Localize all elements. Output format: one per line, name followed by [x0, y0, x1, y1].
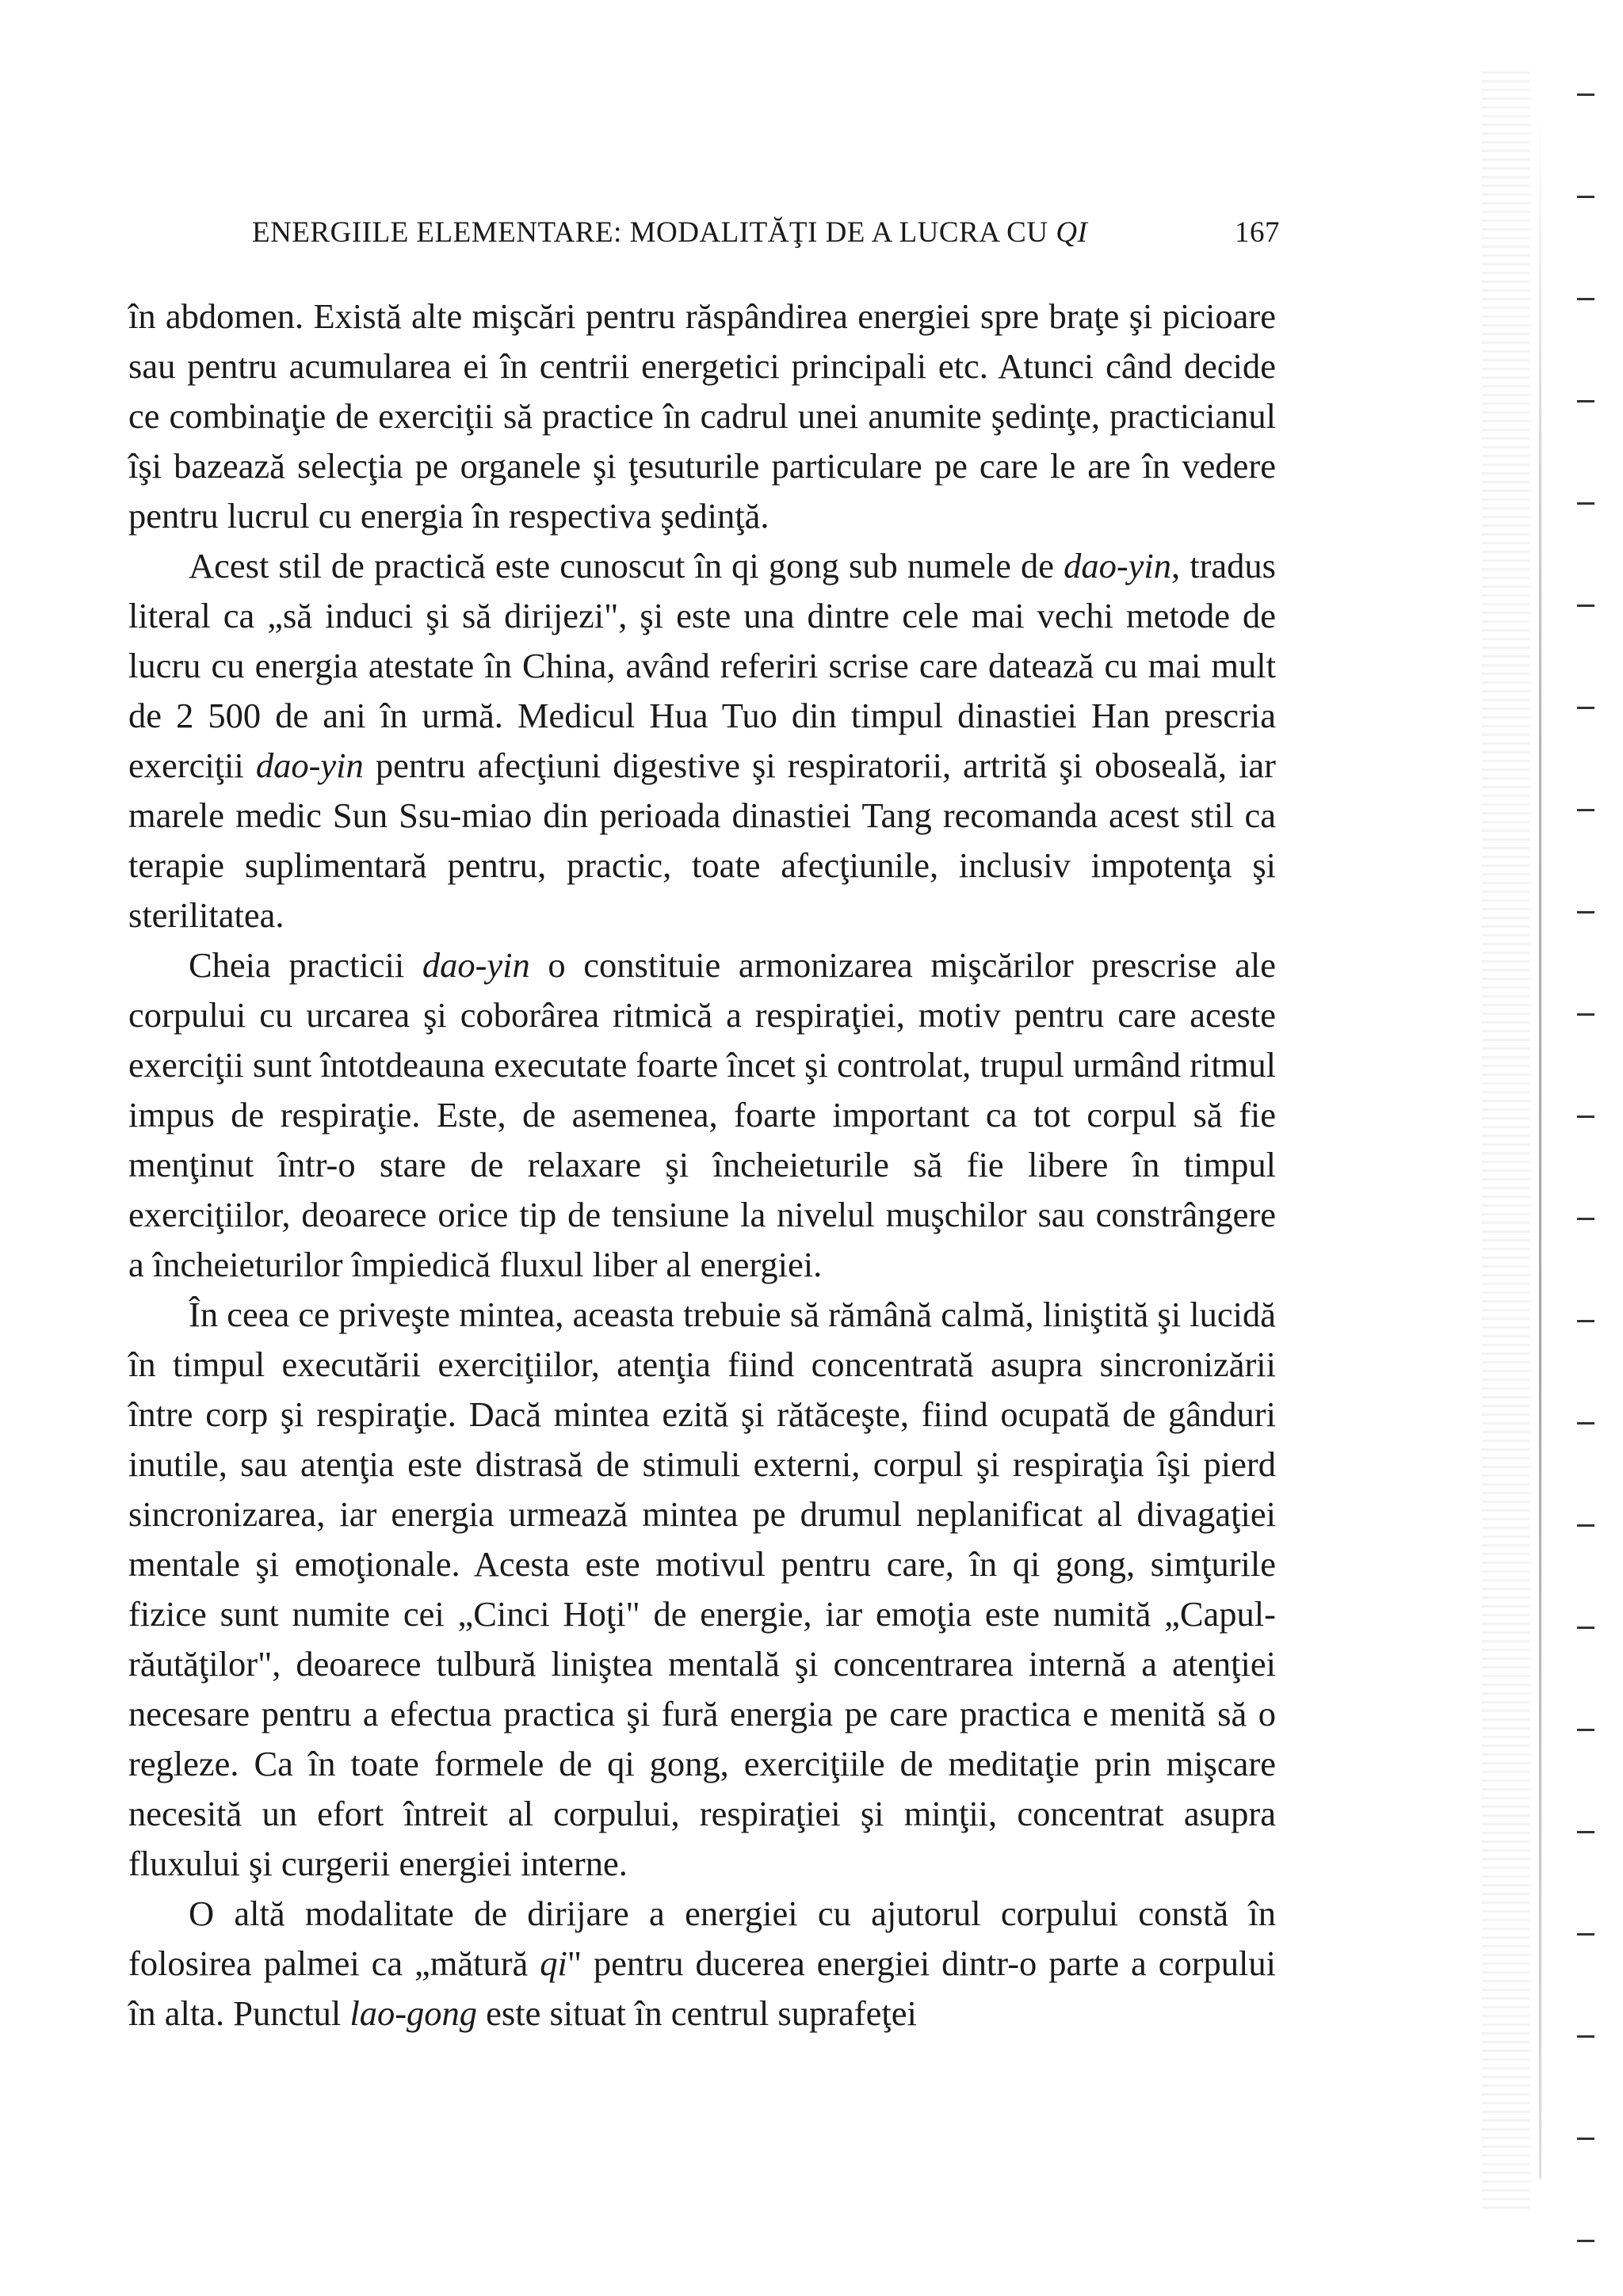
margin-tick	[1577, 2035, 1594, 2038]
margin-ticks	[1577, 0, 1601, 2296]
text-run: în abdomen. Există alte mişcări pentru răspândirea energiei spre braţe şi picioare sau pentru acumularea ei în centrii energetici principali etc. Atunci când decide ce combinaţie de exerciţii să practice în cadrul unei anumite şedinţe, practicianul îşi bazează selecţia pe organele şi ţesuturile particulare pe care le are în vedere pentru lucrul cu energia în respectiva şedinţă.	[128, 296, 1276, 536]
text-run: , tradus literal ca „să induci şi să dirijezi", şi este una dintre cele mai vechi metode de lucru cu energia atestate în China, având referiri scrise care datează cu mai mult de 2 500 de ani în urmă. Medicul Hua Tuo din timpul dinastiei Han prescria exerciţii	[128, 546, 1276, 785]
margin-tick	[1577, 707, 1594, 709]
margin-tick	[1577, 502, 1594, 505]
margin-tick	[1577, 1116, 1594, 1118]
margin-tick	[1577, 196, 1594, 198]
margin-tick	[1577, 1729, 1594, 1731]
margin-tick	[1577, 1627, 1594, 1629]
paragraph	[128, 940, 1276, 1290]
margin-tick	[1577, 2138, 1594, 2140]
italic-term: lao-gong	[349, 1993, 478, 2033]
italic-term: dao-yin	[1064, 546, 1171, 585]
margin-tick	[1577, 1831, 1594, 1833]
text-run: O altă modalitate de dirijare a energiei cu ajutorul corpului constă în folosirea palmei ca „mătură	[128, 1894, 1276, 1983]
italic-term: qi	[540, 1943, 567, 1983]
scan-edge-shadow	[1482, 71, 1529, 2210]
text-run: o constituie armonizarea mişcărilor prescrise ale corpului cu urcarea şi coborârea ritmică a respiraţiei, motiv pentru care aceste exerciţii sunt întotdeauna executate foarte încet şi controlat, trupul urmând ritmul impus de respiraţie. Este, de asemenea, foarte important ca tot corpul să fie menţinut într-o stare de relaxare şi încheieturile să fie libere în timpul exerciţiilor, deoarece orice tip de tensiune la nivelul muşchilor sau constrângere a încheieturilor împiedică fluxul liber al energiei.	[128, 945, 1276, 1284]
margin-tick	[1577, 2240, 1594, 2242]
margin-tick	[1577, 400, 1594, 402]
margin-tick	[1577, 1320, 1594, 1322]
text-run: În ceea ce priveşte mintea, aceasta trebuie să rămână calmă, liniştită şi lucidă în timpul executării exerciţiilor, atenţia fiind concentrată asupra sincronizării între corp şi respiraţie. Dacă mintea ezită şi rătăceşte, fiind ocupată de gânduri inutile, sau atenţia este distrasă de stimuli externi, corpul şi respiraţia îşi pierd sincronizarea, iar energia urmează mintea pe drumul neplanificat al divagaţiei mentale şi emoţionale. Acesta este motivul pentru care, în qi gong, simţurile fizice sunt numite cei „Cinci Hoţi" de energie, iar emoţia este numită „Capul-răutăţilor", deoarece tulbură liniştea mentală şi concentrarea internă a atenţiei necesare pentru a efectua practica şi fură energia pe care practica e menită să o regleze. Ca în toate formele de qi gong, exerciţiile de meditaţie prin mişcare necesită un efort întreit al corpului, respiraţiei şi minţii, concentrat asupra fluxului şi curgerii energiei interne.	[128, 1295, 1276, 1883]
margin-tick	[1577, 1524, 1594, 1527]
text-run: " pentru ducerea energiei dintr-o parte a corpului în alta. Punctul	[128, 1943, 1276, 2033]
body-text	[128, 292, 1276, 2039]
margin-tick	[1577, 911, 1594, 913]
margin-tick	[1577, 1218, 1594, 1220]
paragraph	[128, 292, 1276, 541]
italic-term: dao-yin	[422, 945, 530, 985]
text-run: Acest stil de practică este cunoscut în qi gong sub numele de	[189, 546, 1064, 585]
running-title-qi: QI	[1056, 216, 1088, 249]
paragraph	[128, 1889, 1276, 2039]
running-head	[252, 215, 1282, 255]
text-run: Cheia practicii	[189, 945, 422, 985]
margin-tick	[1577, 93, 1594, 96]
running-title	[252, 215, 1087, 250]
margin-tick	[1577, 1013, 1594, 1016]
margin-tick	[1577, 298, 1594, 300]
margin-tick	[1577, 605, 1594, 607]
margin-tick	[1577, 1933, 1594, 1936]
paragraph	[128, 541, 1276, 940]
margin-tick	[1577, 809, 1594, 811]
running-title-text: ENERGIILE ELEMENTARE: MODALITĂŢI DE A LUCRA CU	[252, 216, 1048, 249]
page-number: 167	[1235, 216, 1280, 249]
italic-term: dao-yin	[255, 746, 364, 785]
paragraph	[128, 1290, 1276, 1889]
text-run: este situat în centrul suprafeţei	[477, 1993, 917, 2033]
text-run: pentru afecţiuni digestive şi respiratorii, artrită şi oboseală, iar marele medic Sun Ssu-miao din perioada dinastiei Tang recomanda acest stil ca terapie suplimentară pentru, practic, toate afecţiunile, inclusiv impotenţa şi sterilitatea.	[128, 746, 1277, 935]
margin-tick	[1577, 1422, 1594, 1425]
scan-edge-line	[1539, 119, 1541, 2179]
